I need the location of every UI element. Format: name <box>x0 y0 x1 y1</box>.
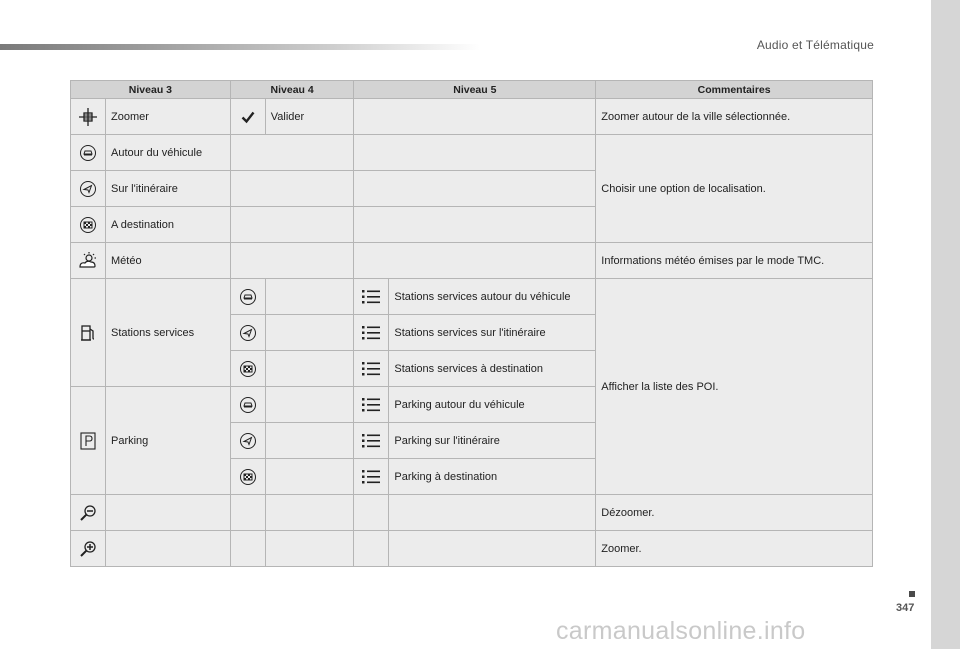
right-sidebar-band <box>931 0 960 649</box>
crosshair-icon <box>71 99 106 135</box>
route-icon <box>71 171 106 207</box>
level5-parking-at-destination: Parking à destination <box>389 459 596 495</box>
page-marker <box>909 591 915 597</box>
table-row <box>71 243 873 279</box>
vehicle-icon <box>230 279 265 315</box>
route-icon <box>230 315 265 351</box>
comment-weather: Informations météo émises par le mode TMC. <box>596 243 873 279</box>
level3-zoom-label: Zoomer <box>105 99 230 135</box>
destination-icon <box>230 459 265 495</box>
table-row <box>71 531 873 567</box>
comment-zoom-city: Zoomer autour de la ville sélectionnée. <box>596 99 873 135</box>
header-level4: Niveau 4 <box>230 81 354 99</box>
level5-stations-on-route: Stations services sur l'itinéraire <box>389 315 596 351</box>
header-level3: Niveau 3 <box>71 81 231 99</box>
navigation-menu-table <box>70 80 873 567</box>
list-icon <box>354 351 389 387</box>
table-row <box>71 495 873 531</box>
zoom-out-icon <box>71 495 106 531</box>
parking-icon <box>71 387 106 495</box>
section-title: Audio et Télématique <box>756 38 874 52</box>
level5-stations-around-vehicle: Stations services autour du véhicule <box>389 279 596 315</box>
level3-stations-label: Stations services <box>105 279 230 387</box>
comment-zoom-in: Zoomer. <box>596 531 873 567</box>
level3-at-destination-label: A destination <box>105 207 230 243</box>
table-row <box>71 99 873 135</box>
table-row <box>71 279 873 315</box>
destination-icon <box>230 351 265 387</box>
comment-poi-list: Afficher la liste des POI. <box>596 279 873 495</box>
route-icon <box>230 423 265 459</box>
level4-validate-label: Valider <box>265 99 354 135</box>
level5-parking-on-route: Parking sur l'itinéraire <box>389 423 596 459</box>
header-level5: Niveau 5 <box>354 81 596 99</box>
level3-weather-label: Météo <box>105 243 230 279</box>
level5-stations-at-destination: Stations services à destination <box>389 351 596 387</box>
header-comments: Commentaires <box>596 81 873 99</box>
watermark-text: carmanualsonline.info <box>556 617 806 645</box>
weather-icon <box>71 243 106 279</box>
list-icon <box>354 423 389 459</box>
list-icon <box>354 315 389 351</box>
comment-location-option: Choisir une option de localisation. <box>596 135 873 243</box>
vehicle-icon <box>71 135 106 171</box>
checkmark-icon <box>230 99 265 135</box>
level5-parking-around-vehicle: Parking autour du véhicule <box>389 387 596 423</box>
level3-on-route-label: Sur l'itinéraire <box>105 171 230 207</box>
zoom-in-icon <box>71 531 106 567</box>
page-number: 347 <box>896 602 915 614</box>
table-row <box>71 135 873 171</box>
list-icon <box>354 459 389 495</box>
list-icon <box>354 279 389 315</box>
vehicle-icon <box>230 387 265 423</box>
level3-parking-label: Parking <box>105 387 230 495</box>
list-icon <box>354 387 389 423</box>
comment-zoom-out: Dézoomer. <box>596 495 873 531</box>
level3-around-vehicle-label: Autour du véhicule <box>105 135 230 171</box>
header-gradient-bar <box>0 44 480 50</box>
table-header-row <box>71 81 873 99</box>
destination-icon <box>71 207 106 243</box>
fuel-pump-icon <box>71 279 106 387</box>
